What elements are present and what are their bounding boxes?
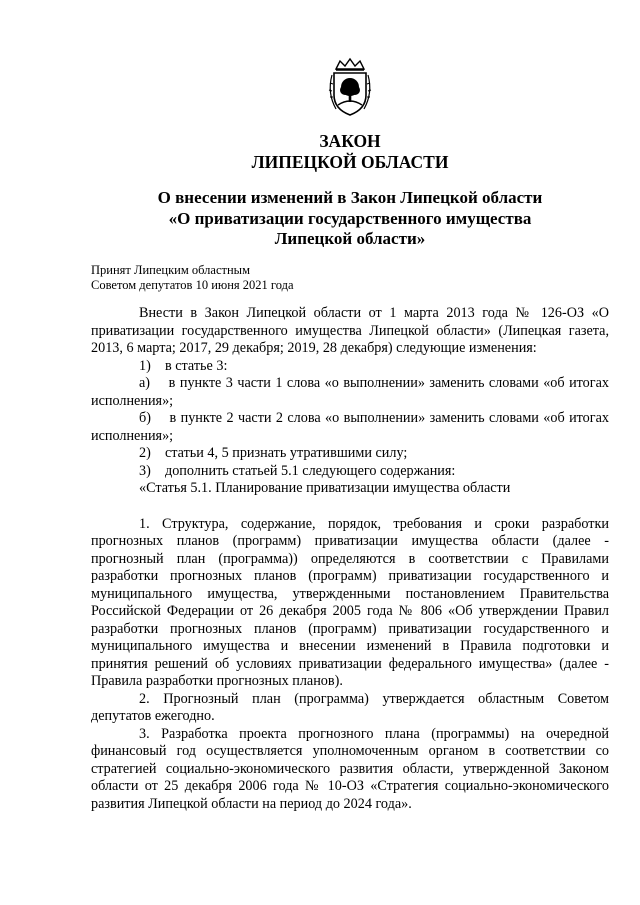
list-item-text: дополнить статьей 5.1 следующего содержания: xyxy=(165,462,456,479)
law-subtitle-line-2: «О приватизации государственного имущества xyxy=(168,208,532,228)
sub-item-a: а) в пункте 3 части 1 слова «о выполнении» заменить словами «об итогах исполнения»; xyxy=(91,375,609,409)
list-item xyxy=(91,358,609,376)
list-item-text: в статье 3: xyxy=(165,357,228,374)
adoption-note xyxy=(91,263,294,293)
adoption-note-line-2: Советом депутатов 10 июня 2021 года xyxy=(91,278,294,292)
spacer xyxy=(91,498,609,516)
law-title xyxy=(0,131,640,173)
paragraph-2: 2. Прогнозный план (программа) утверждается областным Советом депутатов ежегодно. xyxy=(91,690,609,724)
intro-paragraph: Внести в Закон Липецкой области от 1 марта 2013 года № 126-ОЗ «О приватизации государственного имущества Липецкой области» (Липецкая газета, 2013, 6 марта; 2017, 29 декабря; 2019, 28 декабря) следующие изменения: xyxy=(91,305,609,356)
article-title: «Статья 5.1. Планирование приватизации имущества области xyxy=(139,480,511,496)
law-title-line-1: ЗАКОН xyxy=(319,131,381,151)
law-body xyxy=(91,305,609,813)
list-item-number: 2) xyxy=(139,445,151,461)
list-item-number: 3) xyxy=(139,462,151,479)
list-item xyxy=(91,445,609,463)
sub-item-b: б) в пункте 2 части 2 слова «о выполнении» заменить словами «об итогах исполнения»; xyxy=(91,410,609,444)
list-item-text: статьи 4, 5 признать утратившими силу; xyxy=(165,445,408,461)
law-subtitle-line-3: Липецкой области» xyxy=(274,229,426,248)
law-title-line-2: ЛИПЕЦКОЙ ОБЛАСТИ xyxy=(251,152,449,172)
law-subtitle-line-1: О внесении изменений в Закон Липецкой области xyxy=(157,188,543,207)
list-item-number: 1) xyxy=(139,357,151,374)
list-item xyxy=(91,463,609,481)
law-subtitle xyxy=(0,188,640,250)
paragraph-1: 1. Структура, содержание, порядок, требования и сроки разработки прогнозных планов (программ) приватизации имущества области (далее - прогнозный план (программа)) определяются в соответствии с Правилами разработки прогнозных планов (программ) приватизации государственного и муниципального имущества, утвержденными постановлением Правительства Российской Федерации от 26 декабря 2005 года № 806 «Об утверждении Правил разработки прогнозных планов (программ) приватизации государственного и муниципального имущества и внесении изменений в Правила подготовки и принятия решений об условиях приватизации федерального имущества» (далее - Правила разработки прогнозных планов). xyxy=(91,515,609,689)
paragraph-3: 3. Разработка проекта прогнозного плана (программы) на очередной финансовый год осуществляется уполномоченным органом в соответствии со стратегией социально-экономического развития области, утвержденной Законом области от 25 декабря 2006 года № 10-ОЗ «Стратегия социально-экономического развития Липецкой области на период до 2024 года». xyxy=(91,725,609,812)
adoption-note-line-1: Принят Липецким областным xyxy=(91,263,250,277)
lipetsk-coat-of-arms-icon xyxy=(326,57,374,119)
